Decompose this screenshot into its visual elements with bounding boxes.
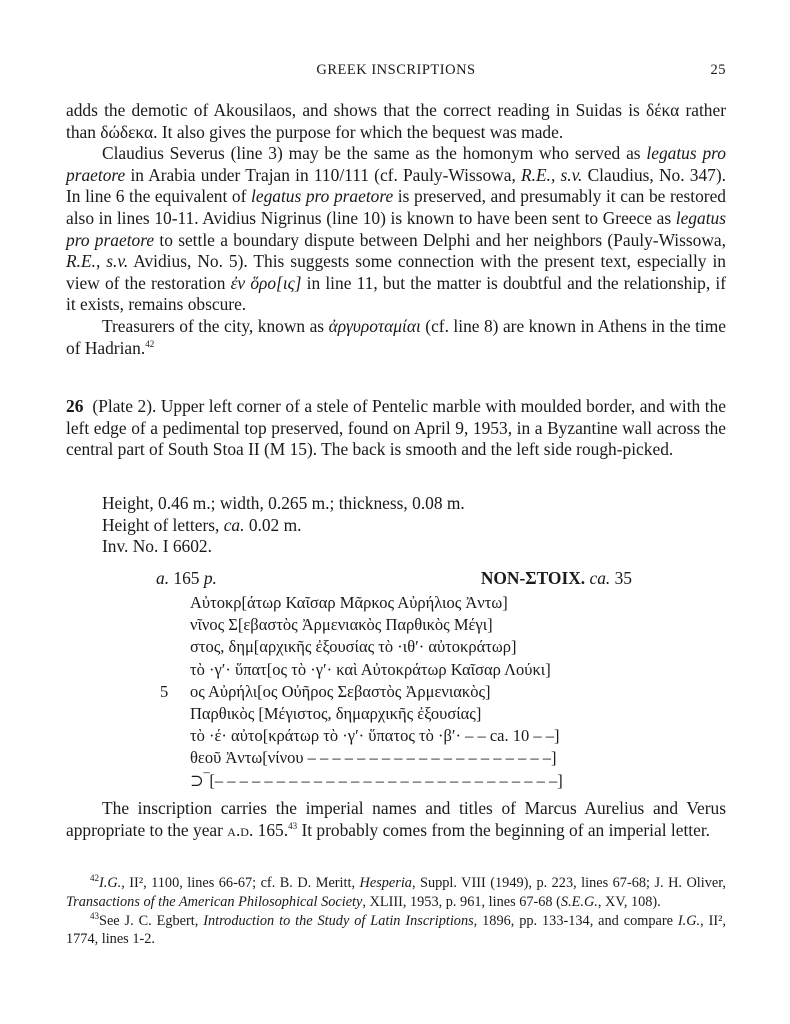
line-text: στος, δημ[αρχικῆς ἐξουσίας τὸ ·ιθʹ· αὐτοκράτωρ]	[190, 637, 517, 657]
inventory-number: Inv. No. I 6602.	[102, 536, 212, 557]
line-text: θεοῦ Ἀντω[νίνου – – – – – – – – – – – – – – – – – – – –]	[190, 748, 557, 768]
line-text: ος Αὐρήλι[ος Οὐῆρος Σεβαστὸς Ἀρμενιακὸς]	[190, 681, 491, 701]
inscription-text	[160, 592, 563, 792]
inscription-line	[160, 725, 563, 747]
inscription-line	[160, 770, 563, 792]
inscription-line	[160, 703, 563, 725]
line-text: τὸ ·έ· αὐτο[κράτωρ τὸ ·γʹ· ὕπατος τὸ ·βʹ· – – ca. 10 – –]	[190, 726, 560, 746]
inscription-meta: NON-ΣΤΟΙΧ. ca. 35	[480, 568, 632, 588]
footnote-ref-43[interactable]: 43	[288, 820, 298, 831]
commentary	[66, 798, 726, 841]
line-text: ⊃‾[– – – – – – – – – – – – – – – – – – – – – – – – – – – –]	[190, 770, 563, 790]
inscription-date: a. 165 p.	[156, 568, 217, 588]
line-number: 5	[160, 681, 169, 701]
specs	[102, 493, 465, 558]
inscription-line	[160, 592, 563, 614]
inscription-header	[156, 568, 632, 590]
inscription-line	[160, 636, 563, 658]
commentary-paragraph: The inscription carries the imperial names and titles of Marcus Aurelius and Verus appropriate to the year a.d. 165.43 It probably comes from the beginning of an imperial letter.	[66, 798, 726, 840]
line-text: νῖνος Σ[εβαστὸς Ἀρμενιακὸς Παρθικὸς Μέγι]	[190, 615, 493, 635]
inscription-line	[160, 747, 563, 769]
entry-26	[66, 396, 726, 461]
inscription-line	[160, 659, 563, 681]
inscription-line	[160, 614, 563, 636]
page-number: 25	[710, 62, 726, 78]
line-text: Παρθικὸς [Μέγιστος, δημαρχικῆς ἐξουσίας]	[190, 703, 482, 723]
footnotes	[66, 874, 726, 949]
entry-number: 26	[66, 396, 84, 416]
line-text: Αὐτοκρ[άτωρ Καῖσαρ Μᾶρκος Αὐρήλιος Ἀντω]	[190, 593, 508, 612]
entry-description: 26 (Plate 2). Upper left corner of a stele of Pentelic marble with moulded border, and with the left edge of a pedimental top preserved, found on April 9, 1953, in a Byzantine wall across the central part of South Stoa II (M 15). The back is smooth and the left side rough-picked.	[66, 396, 726, 460]
footnote-42: $^{42}$I.G., II², 1100, lines 66-67; cf. B. D. Meritt, Hesperia, Suppl. VIII (1949), p. 223, lines 67-68; J. H. Oliver, Transactions of the American Philosophical Society, XLIII, 1953, p. 961, lines 67-68 (S.E.G., XV, 108).	[66, 873, 726, 910]
letter-height: Height of letters, ca. 0.02 m.	[102, 514, 302, 535]
footnote-ref-42[interactable]: 42	[145, 338, 155, 349]
paragraph-1: adds the demotic of Akousilaos, and shows that the correct reading in Suidas is δέκα rather than δώδεκα. It also gives the purpose for which the bequest was made.	[66, 100, 726, 142]
footnote-43: $^{43}$See J. C. Egbert, Introduction to the Study of Latin Inscriptions, 1896, pp. 133-134, and compare I.G., II², 1774, lines 1-2.	[66, 910, 726, 948]
paragraph-3: Treasurers of the city, known as ἀργυροταμίαι (cf. line 8) are known in Athens in the time of Hadrian.$^{42}$	[66, 315, 726, 358]
running-head	[66, 62, 726, 84]
running-title: GREEK INSCRIPTIONS	[316, 62, 476, 78]
line-text: τὸ ·γʹ· ὕπατ[ος τὸ ·γʹ· καὶ Αὐτοκράτωρ Καῖσαρ Λούκι]	[190, 659, 551, 679]
intro-text	[66, 100, 726, 359]
dimensions: Height, 0.46 m.; width, 0.265 m.; thickness, 0.08 m.	[102, 493, 465, 513]
paragraph-2: Claudius Severus (line 3) may be the same as the homonym who served as legatus pro praetore in Arabia under Trajan in 110/111 (cf. Pauly-Wissowa, R.E., s.v. Claudius, No. 347). In line 6 the equivalent of legatus pro praetore is preserved, and presumably it can be restored also in lines 10-11. Avidius Nigrinus (line 10) is known to have been sent to Greece as legatus pro praetore to settle a boundary dispute between Delphi and her neighbors (Pauly-Wissowa, R.E., s.v. Avidius, No. 5). This suggests some connection with the present text, especially in view of the restoration ἐν ὅρο[ις] in line 11, but the matter is doubtful and the relationship, if it exists, remains obscure.	[66, 143, 727, 315]
inscription-line	[160, 681, 563, 703]
